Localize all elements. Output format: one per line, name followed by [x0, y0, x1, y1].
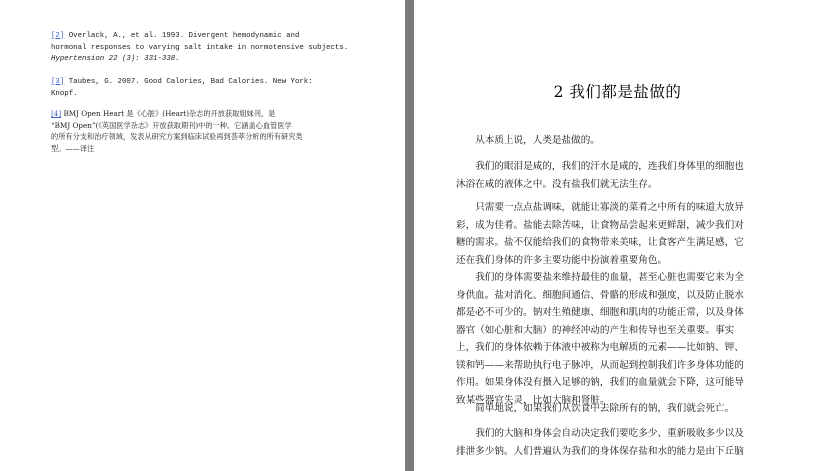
paragraph-5 — [456, 400, 776, 418]
paragraph-line: 彩，成为佳肴。盐能去除苦味，让食物品尝起来更鲜甜，减少我们对 — [456, 219, 744, 231]
paragraph-6 — [456, 425, 776, 460]
paragraph-line: 致某些器官失灵，比如大脑和肾脏。 — [456, 394, 610, 406]
left-page — [0, 0, 405, 471]
paragraph-line: 只需要一点点盐调味，就能让寡淡的菜肴之中所有的味道大放异 — [475, 202, 744, 213]
paragraph-line: 镁和钙——来帮助执行电子脉冲，从而起到控制我们许多身体功能的 — [456, 359, 744, 371]
right-page — [414, 0, 821, 471]
paragraph-line: 还在我们身体的许多主要功能中扮演着重要角色。 — [456, 254, 668, 266]
paragraph-line: 沐浴在咸的液体之中。没有盐我们就无法生存。 — [456, 178, 658, 190]
paragraph-line: 器官（如心脏和大脑）的神经冲动的产生和传导也至关重要。事实 — [456, 324, 735, 336]
paragraph-4 — [456, 269, 776, 409]
paragraph-line: 从本质上说，人类是盐做的。 — [475, 135, 600, 146]
paragraph-line: 我们的身体需要盐来维持最佳的血量，甚至心脏也需要它来为全 — [475, 272, 744, 283]
footnote-text: Taubes, G. 2007. Good Calories, Bad Calories. New York: — [68, 78, 313, 86]
paragraph-line: 上，我们的身体依赖于体液中被称为电解质的元素——比如钠、钾、 — [456, 342, 744, 353]
footnote-3 — [51, 77, 371, 100]
footnote-ref-link[interactable]: [2] — [51, 32, 65, 40]
footnote-text: 型。——译注 — [51, 143, 95, 153]
paragraph-line: 作用。如果身体没有摄入足够的钠，我们的血量就会下降，这可能导 — [456, 377, 744, 388]
paragraph-line: 我们的大脑和身体会自动决定我们要吃多少、重新吸收多少以及 — [475, 428, 744, 439]
footnote-text: hormonal responses to varying salt intake in normotensive subjects. — [51, 43, 349, 52]
paragraph-line: 我们的眼泪是咸的，我们的汗水是咸的，连我们身体里的细胞也 — [475, 161, 744, 172]
footnote-ref-link[interactable]: [4] — [51, 109, 62, 118]
footnote-text: Knopf. — [51, 89, 78, 98]
chapter-title: 2 我们都是盐做的 — [553, 83, 682, 101]
paragraph-line: 简单地说，如果我们从饮食中去除所有的钠，我们就会死亡。 — [475, 403, 735, 414]
footnote-text: “BMJ Open”(《英国医学杂志》开放获取期刊)中的一种。它涵盖心血管医学 — [51, 120, 292, 130]
footnote-text: BMJ Open Heart 是《心脏》(Heart)杂志的开放获取姐妹刊，是 — [63, 109, 276, 118]
footnote-text: 的所有分支和治疗领域，发表从研究方案到临床试验再到荟萃分析的所有研究类 — [51, 132, 303, 141]
paragraph-3 — [456, 199, 776, 269]
footnote-4 — [51, 108, 371, 154]
footnote-2 — [51, 31, 371, 66]
paragraph-1 — [456, 132, 776, 150]
footnote-text: Overlack, A., et al. 1993. Divergent hemodynamic and — [68, 32, 300, 40]
paragraph-line: 都是必不可少的。钠对生殖健康、细胞和肌肉的功能正常，以及身体 — [456, 307, 744, 318]
footnote-ref-link[interactable]: [3] — [51, 78, 65, 86]
paragraph-line: 身供血。盐对消化、细胞间通信、骨骼的形成和强度，以及防止脱水 — [456, 289, 744, 301]
paragraph-line: 糖的需求。盐不仅能给我们的食物带来美味，让食客产生满足感，它 — [456, 237, 744, 248]
footnote-text: Hypertension 22 (3): 331-338. — [51, 55, 180, 63]
paragraph-line: 排泄多少钠。人们普遍认为我们的身体保存盐和水的能力是由下丘脑 — [456, 445, 744, 457]
paragraph-2 — [456, 158, 776, 193]
